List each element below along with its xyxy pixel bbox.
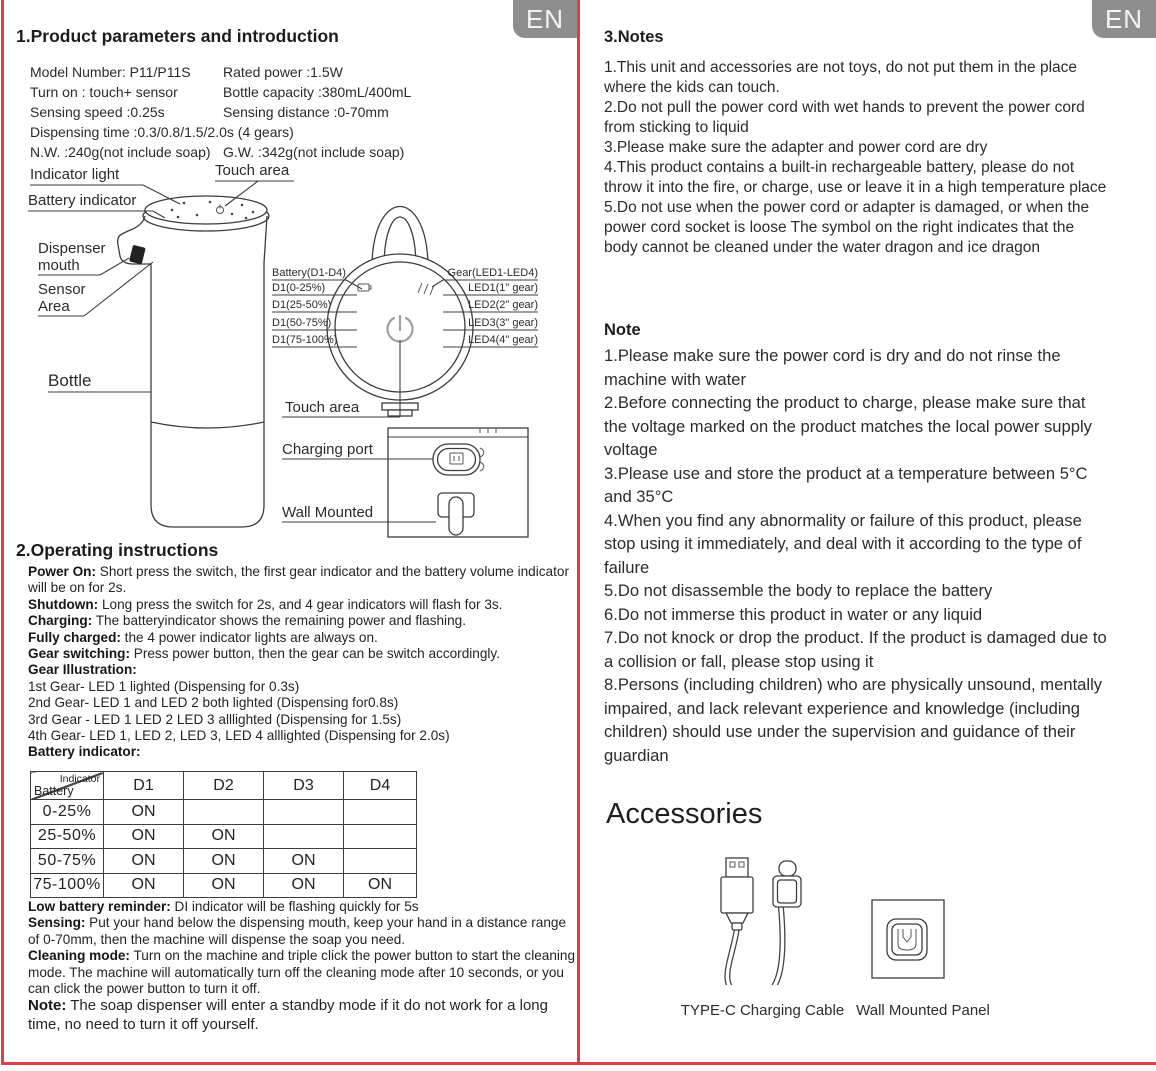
instruction-line: Battery indicator: [28, 744, 141, 760]
note-item: 1.This unit and accessories are not toys, do not put them in the place where the kids can touch. [604, 59, 1078, 96]
battery-level-label: D1(25-50%) [272, 299, 332, 311]
table-header-row: Indicator Battery D1 D2 D3 D4 [31, 772, 417, 800]
note-items-list [604, 344, 1109, 767]
param-row: Model Number: P11/P11S Rated power :1.5W [30, 64, 343, 80]
bottle-label: Bottle [48, 371, 92, 390]
instruction-line: Fully charged: the 4 power indicator lights are always on. [28, 629, 378, 645]
dispenser-side-view [28, 162, 294, 527]
operating-instructions [28, 564, 578, 761]
note-item: 1.Please make sure the power cord is dry and do not rinse the machine with water [604, 346, 1061, 389]
charging-cable-figure [721, 858, 801, 985]
language-tab-left: EN [513, 0, 577, 38]
battery-group-label: Battery(D1-D4) [272, 267, 346, 279]
instruction-line: Note: The soap dispenser will enter a standby mode if it do not work for a long time, no need to turn it off yourself. [28, 997, 548, 1033]
touch-area-bottom-label: Touch area [285, 399, 360, 416]
battery-level-label: D1(0-25%) [272, 282, 326, 294]
language-tab-right: EN [1092, 0, 1156, 38]
gear-led-label: LED3(3" gear) [468, 317, 538, 329]
panel-caption: Wall Mounted Panel [856, 1002, 990, 1019]
dispenser-mouth-label2: mouth [38, 257, 80, 274]
section2-title: 2.Operating instructions [16, 540, 219, 560]
operating-instructions-2 [28, 899, 580, 1034]
instruction-line: Gear Illustration: [28, 662, 137, 678]
wall-panel-figure [872, 900, 944, 978]
accessories-figure [660, 850, 1000, 985]
note-item: 6.Do not immerse this product in water or any liquid [604, 604, 983, 624]
cable-caption: TYPE-C Charging Cable [680, 1002, 845, 1019]
notes-list [604, 58, 1109, 258]
instruction-line: Shutdown: Long press the switch for 2s, and 4 gear indicators will flash for 3s. [28, 596, 503, 612]
table-corner-cell: Indicator Battery [31, 772, 104, 800]
indicator-light-label: Indicator light [30, 166, 120, 183]
param-row: Sensing speed :0.25s Sensing distance :0-70mm [30, 104, 389, 120]
wall-mounted-label: Wall Mounted [282, 504, 374, 521]
usb-c-connector [773, 861, 801, 907]
table-row: 75-100% ON ON ON ON [31, 873, 417, 898]
product-diagram [10, 160, 575, 545]
note-item: 2.Before connecting the product to charge, please make sure that the voltage marked on the product matches the local power supply voltage [604, 393, 1092, 459]
instruction-line: Charging: The batteryindicator shows the remaining power and flashing. [28, 613, 466, 629]
table-row: 50-75% ON ON ON [31, 849, 417, 874]
note-item: 3.Please use and store the product at a temperature between 5°C and 35°C [604, 463, 1088, 506]
touch-area-top-label: Touch area [215, 162, 290, 179]
instruction-line: Gear switching: Press power button, then the gear can be switch accordingly. [28, 646, 500, 662]
table-row: 25-50% ON ON [31, 824, 417, 849]
note-item: 4.When you find any abnormality or failure of this product, please stop using it immediately, and deal with it according to the type of failure [604, 510, 1082, 577]
dispenser-back-view [282, 428, 528, 537]
note-item: 8.Persons (including children) who are physically unsound, mentally impaired, and lack relevant experience and knowledge (including children) should use under the supervision and guidance of their guardian [604, 675, 1103, 765]
page-border-bottom [1, 1062, 1156, 1065]
instruction-line: 1st Gear- LED 1 lighted (Dispensing for 0.3s) [28, 678, 300, 694]
note-item: 2.Do not pull the power cord with wet hands to prevent the power cord from sticking to liquid [604, 99, 1085, 136]
note-subtitle: Note [604, 321, 641, 339]
instruction-line: Sensing: Put your hand below the dispensing mouth, keep your hand in a distance range of 0-70mm, then the machine will dispense the soap you need. [28, 915, 567, 947]
note-item: 5.Do not use when the power cord or adapter is damaged, or when the power cord socket is loose The symbol on the right indicates that the body cannot be cleaned under the water dragon and ice dragon [604, 199, 1090, 256]
gear-led-label: LED1(1" gear) [468, 282, 538, 294]
bottle-line [151, 422, 264, 428]
battery-indicator-table [30, 771, 417, 898]
battery-indicator-label: Battery indicator [28, 192, 137, 209]
instruction-line: 4th Gear- LED 1, LED 2, LED 3, LED 4 alllighted (Dispensing for 2.0s) [28, 728, 450, 744]
battery-level-label: D1(50-75%) [272, 317, 332, 329]
note-item: 4.This product contains a built-in rechargeable battery, please do not throw it into the fire, or charge, use or leave it in a high temperature place [604, 159, 1107, 196]
sensor-area-label: Sensor [38, 281, 86, 298]
instruction-line: Power On: Short press the switch, the first gear indicator and the battery volume indicator will be on for 2s. [28, 564, 569, 596]
charging-port-label: Charging port [282, 441, 373, 458]
sensor-area-label2: Area [38, 298, 70, 315]
instruction-line: 2nd Gear- LED 1 and LED 2 both lighted (Dispensing for0.8s) [28, 695, 399, 711]
product-parameters [30, 62, 575, 162]
gear-led-label: LED2(2" gear) [468, 299, 538, 311]
table-row: 0-25% ON [31, 800, 417, 825]
instruction-line: 3rd Gear - LED 1 LED 2 LED 3 alllighted (Dispensing for 1.5s) [28, 711, 402, 727]
section3-title: 3.Notes [604, 28, 664, 46]
section1-title: 1.Product parameters and introduction [16, 26, 339, 46]
usb-a-connector [721, 858, 753, 930]
note-item: 5.Do not disassemble the body to replace the battery [604, 581, 993, 600]
gear-led-label: LED4(4" gear) [468, 334, 538, 346]
instruction-line: Low battery reminder: DI indicator will be flashing quickly for 5s [28, 899, 419, 914]
dispenser-top-view [272, 207, 538, 418]
note-item: 7.Do not knock or drop the product. If the product is damaged due to a collision or fall, please stop using it [604, 628, 1107, 671]
page-border-left [1, 0, 4, 1063]
param-row: N.W. :240g(not include soap) G.W. :342g(not include soap) [30, 144, 405, 160]
param-row: Dispensing time :0.3/0.8/1.5/2.0s (4 gears) [30, 124, 294, 140]
dispenser-mouth-spout [129, 245, 146, 265]
instruction-line: Cleaning mode: Turn on the machine and triple click the power button to start the cleaning mode. The machine will automatically turn off the cleaning mode after 10 seconds, or you can click the power button to turn it off. [28, 948, 576, 997]
accessories-title: Accessories [606, 798, 763, 830]
note-item: 3.Please make sure the adapter and power cord are dry [604, 139, 988, 156]
gear-group-label: Gear(LED1-LED4) [447, 267, 538, 279]
param-row: Turn on : touch+ sensor Bottle capacity :380mL/400mL [30, 84, 412, 100]
dispenser-mouth-label: Dispenser [38, 240, 106, 257]
battery-level-label: D1(75-100%) [272, 334, 338, 346]
